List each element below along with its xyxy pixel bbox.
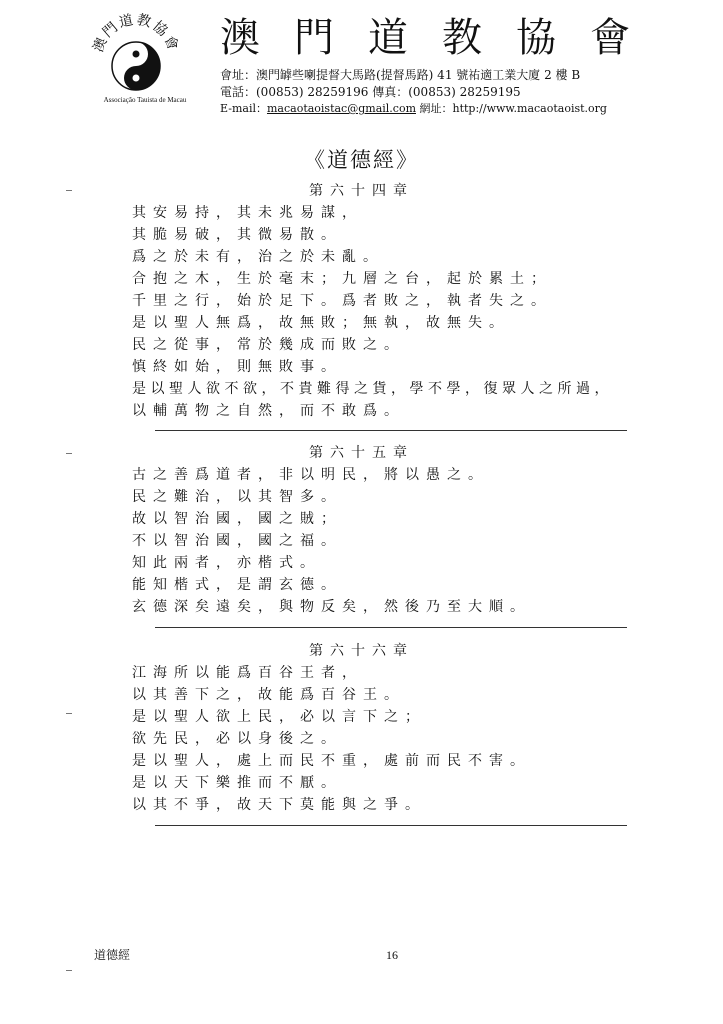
verse-line: 江海所以能爲百谷王者， [132,665,363,681]
verse-line: 民之從事，常於幾成而敗之。 [132,337,405,353]
footer-title: 道德經 [94,948,131,962]
verse-line: 玄德深矣遠矣，與物反矣，然後乃至大順。 [132,599,531,615]
verse-line: 以其善下之，故能爲百谷王。 [132,687,405,703]
verse-line: 不以智治國，國之福。 [132,533,342,549]
organization-name: 澳門道教協會 [220,15,664,61]
email-link[interactable]: macaotaoistac@gmail.com [266,102,416,115]
verse-line: 千里之行，始於足下。爲者敗之，執者失之。 [132,293,552,309]
verse-line: 爲之於未有，治之於未亂。 [132,249,384,265]
verse-line: 以輔萬物之自然，而不敢爲。 [132,403,405,419]
verse-line: 是以天下樂推而不厭。 [132,775,342,791]
page-number: 16 [386,948,398,962]
verse-line: 故以智治國，國之賊； [132,511,342,527]
email-label: E-mail： [220,102,267,115]
verse-line: 慎終如始，則無敗事。 [132,359,342,375]
verse-line: 知此兩者，亦楷式。 [132,555,321,571]
section-divider [155,430,627,431]
section-divider [155,627,627,628]
yin-yang-icon [90,12,182,104]
chapter-heading: 第六十四章 [309,183,414,199]
verse-line: 合抱之木，生於毫末；九層之台，起於累土； [132,271,552,287]
chapter-heading: 第六十六章 [309,643,414,659]
verse-line: 其脆易破，其微易散。 [132,227,342,243]
verse-line: 以其不爭，故天下莫能與之爭。 [132,797,426,813]
verse-line: 是以聖人，處上而民不重，處前而民不害。 [132,753,531,769]
verse-line: 能知楷式，是謂玄德。 [132,577,342,593]
margin-mark [66,713,72,714]
email-website-line [220,102,607,116]
verse-line: 欲先民，必以身後之。 [132,731,342,747]
website-link[interactable]: http://www.macaotaoist.org [452,102,607,115]
section-divider [155,825,627,826]
verse-line: 是以聖人無爲，故無敗；無執，故無失。 [132,315,510,331]
verse-line: 民之難治，以其智多。 [132,489,342,505]
margin-mark [66,970,72,971]
organization-logo [90,12,182,104]
address-line: 會址：澳門罅些喇提督大馬路(提督馬路) 41 號祐適工業大廈 2 樓 B [220,68,581,82]
website-label: 網址： [416,102,453,115]
margin-mark [66,190,72,191]
verse-line: 其安易持，其未兆易謀， [132,205,363,221]
verse-line: 古之善爲道者，非以明民，將以愚之。 [132,467,489,483]
phone-fax-line: 電話：(00853) 28259196 傳真：(00853) 28259195 [220,85,521,99]
verse-line: 是以聖人欲上民，必以言下之； [132,709,426,725]
document-title: 《道德經》 [304,148,419,172]
margin-mark [66,453,72,454]
logo-ring-text: 澳門道教協會 [90,12,182,55]
chapter-heading: 第六十五章 [309,445,414,461]
verse-line: 是以聖人欲不欲，不貴難得之貨，學不學，復眾人之所過， [132,381,613,397]
logo-caption: Associação Tauista de Macau [103,96,187,104]
